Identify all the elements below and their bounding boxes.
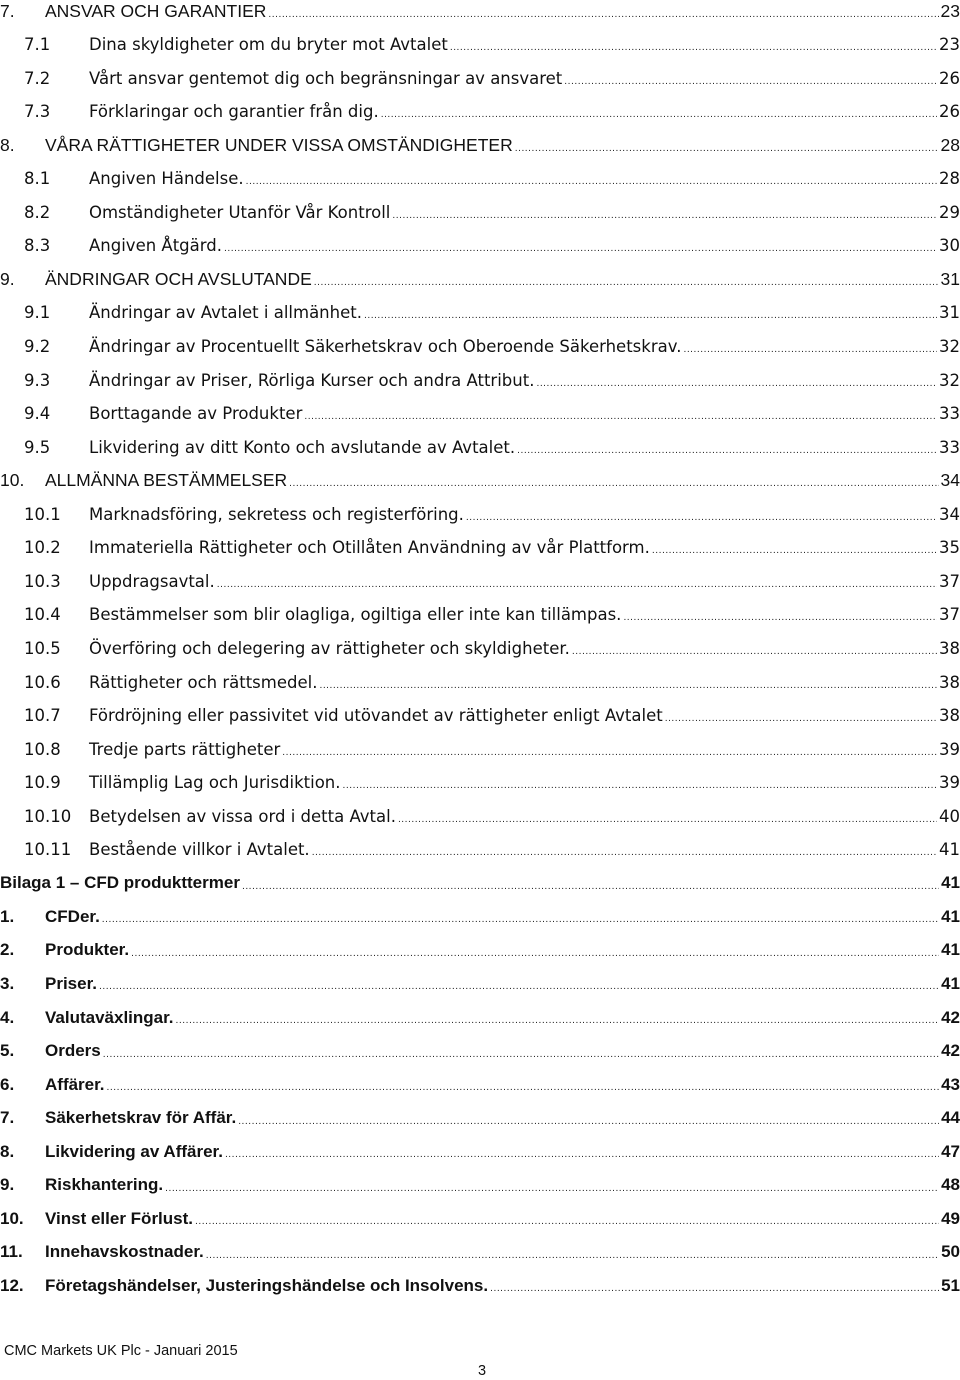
toc-dot-leader (242, 883, 939, 892)
toc-dot-leader (102, 916, 939, 925)
toc-entry-page: 28 (939, 169, 960, 189)
toc-entry[interactable] (0, 30, 960, 60)
toc-entry-number: 7.3 (24, 102, 51, 122)
toc-entry-page: 39 (939, 739, 960, 759)
toc-entry-number: 9.4 (24, 404, 51, 424)
toc-entry[interactable] (0, 1036, 960, 1066)
toc-entry-number: 9. (0, 1175, 15, 1195)
toc-dot-leader (99, 983, 939, 992)
toc-entry-page: 30 (939, 236, 960, 256)
toc-entry-number: 10.5 (24, 638, 61, 658)
toc-entry-title: Ändringar av Procentuellt Säkerhetskrav och Oberoende Säkerhetskrav. (89, 337, 682, 356)
toc-entry[interactable] (0, 902, 960, 932)
toc-entry[interactable] (0, 1103, 960, 1133)
toc-entry-number: 10.8 (24, 739, 61, 759)
toc-entry-title: Priser. (45, 973, 97, 993)
toc-entry[interactable] (0, 633, 960, 663)
toc-entry-number: 10.3 (24, 571, 61, 591)
toc-entry-title: Innehavskostnader. (45, 1242, 204, 1262)
toc-entry[interactable] (0, 130, 960, 160)
toc-entry[interactable] (0, 197, 960, 227)
toc-dot-leader (246, 178, 937, 187)
toc-entry-page: 38 (939, 638, 960, 658)
toc-dot-leader (195, 1218, 939, 1227)
toc-dot-leader (107, 1084, 940, 1093)
toc-entry[interactable] (0, 466, 960, 496)
footer-page-number: 3 (478, 1363, 487, 1379)
toc-entry-title: Orders (45, 1041, 101, 1061)
toc-entry-title: Omständigheter Utanför Vår Kontroll (89, 202, 391, 222)
toc-entry-title: Affärer. (45, 1074, 105, 1094)
toc-dot-leader (319, 682, 937, 691)
toc-entry[interactable] (0, 164, 960, 194)
toc-dot-leader (225, 1151, 939, 1160)
toc-entry[interactable] (0, 1070, 960, 1100)
toc-entry-number: 10.1 (24, 504, 61, 524)
toc-entry[interactable] (0, 1170, 960, 1200)
toc-dot-leader (466, 514, 937, 523)
toc-dot-leader (312, 849, 937, 858)
toc-entry-number: 10. (0, 470, 25, 491)
toc-entry-title: Immateriella Rättigheter och Otillåten Användning av vår Plattform. (89, 538, 650, 558)
toc-dot-leader (206, 1252, 939, 1261)
toc-entry-number: 12. (0, 1275, 24, 1295)
toc-entry-page: 34 (939, 504, 960, 524)
toc-entry-page: 33 (939, 437, 960, 457)
toc-entry[interactable] (0, 969, 960, 999)
toc-entry[interactable] (0, 667, 960, 697)
toc-dot-leader (304, 413, 937, 422)
toc-dot-leader (572, 648, 937, 657)
toc-dot-leader (131, 950, 939, 959)
toc-entry-title: ALLMÄNNA BESTÄMMELSER (45, 470, 288, 491)
toc-entry-number: 7.2 (24, 68, 51, 88)
toc-entry-page: 47 (941, 1141, 960, 1161)
toc-entry-title: Marknadsföring, sekretess och registerföring. (89, 504, 464, 524)
toc-entry[interactable] (0, 868, 960, 898)
toc-entry-number: 3. (0, 973, 15, 993)
toc-entry-number: 2. (0, 940, 15, 960)
toc-entry-title: Ändringar av Priser, Rörliga Kurser och andra Attribut. (89, 370, 535, 390)
toc-dot-leader (343, 782, 937, 791)
toc-dot-leader (381, 111, 937, 120)
toc-entry-title: Betydelsen av vissa ord i detta Avtal. (89, 806, 396, 826)
toc-entry-page: 42 (941, 1007, 960, 1027)
toc-entry-number: 8.2 (24, 202, 51, 222)
toc-entry-page: 51 (941, 1275, 960, 1295)
toc-entry-page: 41 (941, 940, 960, 960)
toc-entry-page: 29 (939, 202, 960, 222)
toc-entry-number: 9.2 (24, 337, 51, 356)
toc-entry-page: 26 (939, 68, 960, 88)
toc-entry-title: Valutaväxlingar. (45, 1007, 174, 1027)
toc-entry-title: Likvidering av Affärer. (45, 1141, 223, 1161)
toc-entry-number: 8. (0, 134, 15, 155)
toc-entry[interactable] (0, 63, 960, 93)
toc-entry-page: 38 (939, 706, 960, 726)
toc-entry-number: 9.3 (24, 370, 51, 390)
toc-entry-title: Angiven Händelse. (89, 169, 244, 189)
toc-entry-page: 35 (939, 538, 960, 558)
toc-entry-number: 7.1 (24, 35, 51, 55)
toc-entry-page: 32 (939, 370, 960, 390)
toc-entry-title: Uppdragsavtal. (89, 571, 215, 591)
toc-entry-title: Produkter. (45, 940, 130, 960)
toc-dot-leader (536, 380, 937, 389)
toc-entry-page: 43 (941, 1074, 960, 1094)
toc-dot-leader (165, 1185, 939, 1194)
toc-entry-title: Bilaga 1 – CFD produkttermer (0, 873, 240, 893)
toc-dot-leader (564, 78, 937, 87)
toc-entry-page: 40 (939, 806, 960, 826)
toc-entry[interactable] (0, 801, 960, 831)
toc-entry[interactable] (0, 600, 960, 630)
toc-entry[interactable] (0, 533, 960, 563)
toc-dot-leader (623, 614, 937, 623)
toc-entry[interactable] (0, 1003, 960, 1033)
toc-entry-page: 32 (939, 337, 960, 356)
toc-entry-number: 9.1 (24, 303, 51, 323)
toc-entry-title: Fördröjning eller passivitet vid utövandet av rättigheter enligt Avtalet (89, 706, 663, 726)
toc-entry-page: 34 (940, 470, 960, 491)
toc-entry-page: 44 (941, 1108, 960, 1128)
toc-entry-page: 28 (940, 134, 960, 155)
toc-entry-page: 48 (941, 1175, 960, 1195)
toc-entry-page: 42 (941, 1041, 960, 1061)
toc-entry-number: 1. (0, 906, 15, 926)
toc-entry-title: Vårt ansvar gentemot dig och begränsningar av ansvaret (89, 68, 563, 88)
toc-entry[interactable] (0, 768, 960, 798)
toc-entry-title: Bestämmelser som blir olagliga, ogiltiga eller inte kan tillämpas. (89, 605, 622, 625)
toc-entry-number: 10.9 (24, 773, 61, 793)
toc-entry-page: 39 (939, 773, 960, 793)
toc-dot-leader (665, 715, 937, 724)
toc-entry-number: 10. (0, 1208, 24, 1228)
toc-entry[interactable] (0, 701, 960, 731)
toc-entry-page: 38 (939, 672, 960, 692)
toc-entry-page: 31 (939, 303, 960, 323)
toc-entry-title: Överföring och delegering av rättigheter och skyldigheter. (89, 638, 570, 658)
toc-entry[interactable] (0, 432, 960, 462)
toc-entry-page: 41 (941, 906, 960, 926)
toc-dot-leader (515, 145, 939, 154)
toc-entry[interactable] (0, 1137, 960, 1167)
toc-entry[interactable] (0, 935, 960, 965)
toc-entry-number: 10.11 (24, 840, 72, 860)
toc-entry-title: Tredje parts rättigheter (89, 739, 281, 759)
toc-entry-title: Säkerhetskrav för Affär. (45, 1108, 237, 1128)
toc-entry-number: 5. (0, 1041, 15, 1061)
toc-dot-leader (176, 1017, 940, 1026)
toc-entry-number: 9. (0, 268, 15, 289)
toc-entry[interactable] (0, 566, 960, 596)
toc-entry-number: 10.6 (24, 672, 61, 692)
toc-entry-page: 23 (940, 0, 960, 21)
toc-entry[interactable] (0, 399, 960, 429)
toc-entry[interactable] (0, 332, 960, 362)
toc-dot-leader (683, 346, 937, 355)
footer-company-date: CMC Markets UK Plc - Januari 2015 (4, 1343, 238, 1359)
toc-entry-title: Borttagande av Produkter (89, 404, 303, 424)
toc-entry-title: VÅRA RÄTTIGHETER UNDER VISSA OMSTÄNDIGHETER (45, 134, 513, 155)
toc-entry-page: 31 (940, 268, 960, 289)
toc-entry[interactable] (0, 0, 960, 26)
toc-dot-leader (517, 447, 937, 456)
toc-entry-title: ANSVAR OCH GARANTIER (45, 0, 267, 21)
toc-entry-title: Företagshändelser, Justeringshändelse och Insolvens. (45, 1275, 489, 1295)
toc-entry-title: Förklaringar och garantier från dig. (89, 102, 379, 122)
toc-entry-title: Tillämplig Lag och Jurisdiktion. (89, 773, 341, 793)
toc-entry-title: Dina skyldigheter om du bryter mot Avtalet (89, 35, 448, 55)
toc-dot-leader (268, 11, 938, 20)
toc-entry-title: Bestående villkor i Avtalet. (89, 840, 310, 860)
toc-dot-leader (364, 312, 937, 321)
toc-dot-leader (224, 245, 937, 254)
toc-entry[interactable] (0, 97, 960, 127)
toc-entry-number: 9.5 (24, 437, 51, 457)
toc-entry-title: ÄNDRINGAR OCH AVSLUTANDE (45, 268, 312, 289)
toc-entry[interactable] (0, 264, 960, 294)
toc-entry[interactable] (0, 365, 960, 395)
toc-entry-number: 10.10 (24, 806, 72, 826)
toc-entry-number: 8.3 (24, 236, 51, 256)
toc-entry-title: Angiven Åtgärd. (89, 236, 222, 256)
toc-entry-number: 10.2 (24, 538, 61, 558)
toc-dot-leader (490, 1285, 939, 1294)
toc-entry-number: 10.4 (24, 605, 61, 625)
toc-dot-leader (103, 1051, 939, 1060)
toc-entry[interactable] (0, 1271, 960, 1301)
toc-entry-number: 6. (0, 1074, 15, 1094)
toc-entry-number: 8.1 (24, 169, 51, 189)
toc-dot-leader (314, 279, 939, 288)
toc-entry[interactable] (0, 835, 960, 865)
toc-entry[interactable] (0, 298, 960, 328)
toc-entry-page: 23 (939, 35, 960, 55)
toc-entry-number: 7. (0, 0, 15, 21)
toc-entry-page: 37 (939, 605, 960, 625)
toc-entry-page: 37 (939, 571, 960, 591)
toc-dot-leader (217, 581, 937, 590)
toc-entry-page: 26 (939, 102, 960, 122)
toc-entry[interactable] (0, 734, 960, 764)
toc-entry[interactable] (0, 1204, 960, 1234)
toc-entry-title: Rättigheter och rättsmedel. (89, 672, 318, 692)
toc-dot-leader (392, 212, 937, 221)
toc-entry[interactable] (0, 499, 960, 529)
toc-entry-number: 10.7 (24, 706, 61, 726)
toc-entry-page: 49 (941, 1208, 960, 1228)
toc-entry-title: Vinst eller Förlust. (45, 1208, 194, 1228)
toc-dot-leader (652, 547, 937, 556)
toc-entry-page: 50 (941, 1242, 960, 1262)
toc-entry-number: 4. (0, 1007, 15, 1027)
toc-dot-leader (398, 816, 937, 825)
toc-entry-title: Riskhantering. (45, 1175, 164, 1195)
toc-entry-number: 7. (0, 1108, 15, 1128)
toc-entry-title: CFDer. (45, 906, 100, 926)
toc-entry-number: 11. (0, 1242, 23, 1262)
toc-dot-leader (450, 44, 937, 53)
toc-entry-page: 41 (939, 840, 960, 860)
toc-entry-title: Ändringar av Avtalet i allmänhet. (89, 303, 362, 323)
toc-entry[interactable] (0, 231, 960, 261)
toc-entry-title: Likvidering av ditt Konto och avslutande av Avtalet. (89, 437, 516, 457)
toc-entry[interactable] (0, 1237, 960, 1267)
toc-dot-leader (238, 1118, 939, 1127)
toc-dot-leader (289, 480, 938, 489)
toc-entry-number: 8. (0, 1141, 15, 1161)
toc-entry-page: 33 (939, 404, 960, 424)
toc-entry-page: 41 (941, 973, 960, 993)
toc-entry-page: 41 (941, 873, 960, 893)
toc-dot-leader (282, 749, 937, 758)
